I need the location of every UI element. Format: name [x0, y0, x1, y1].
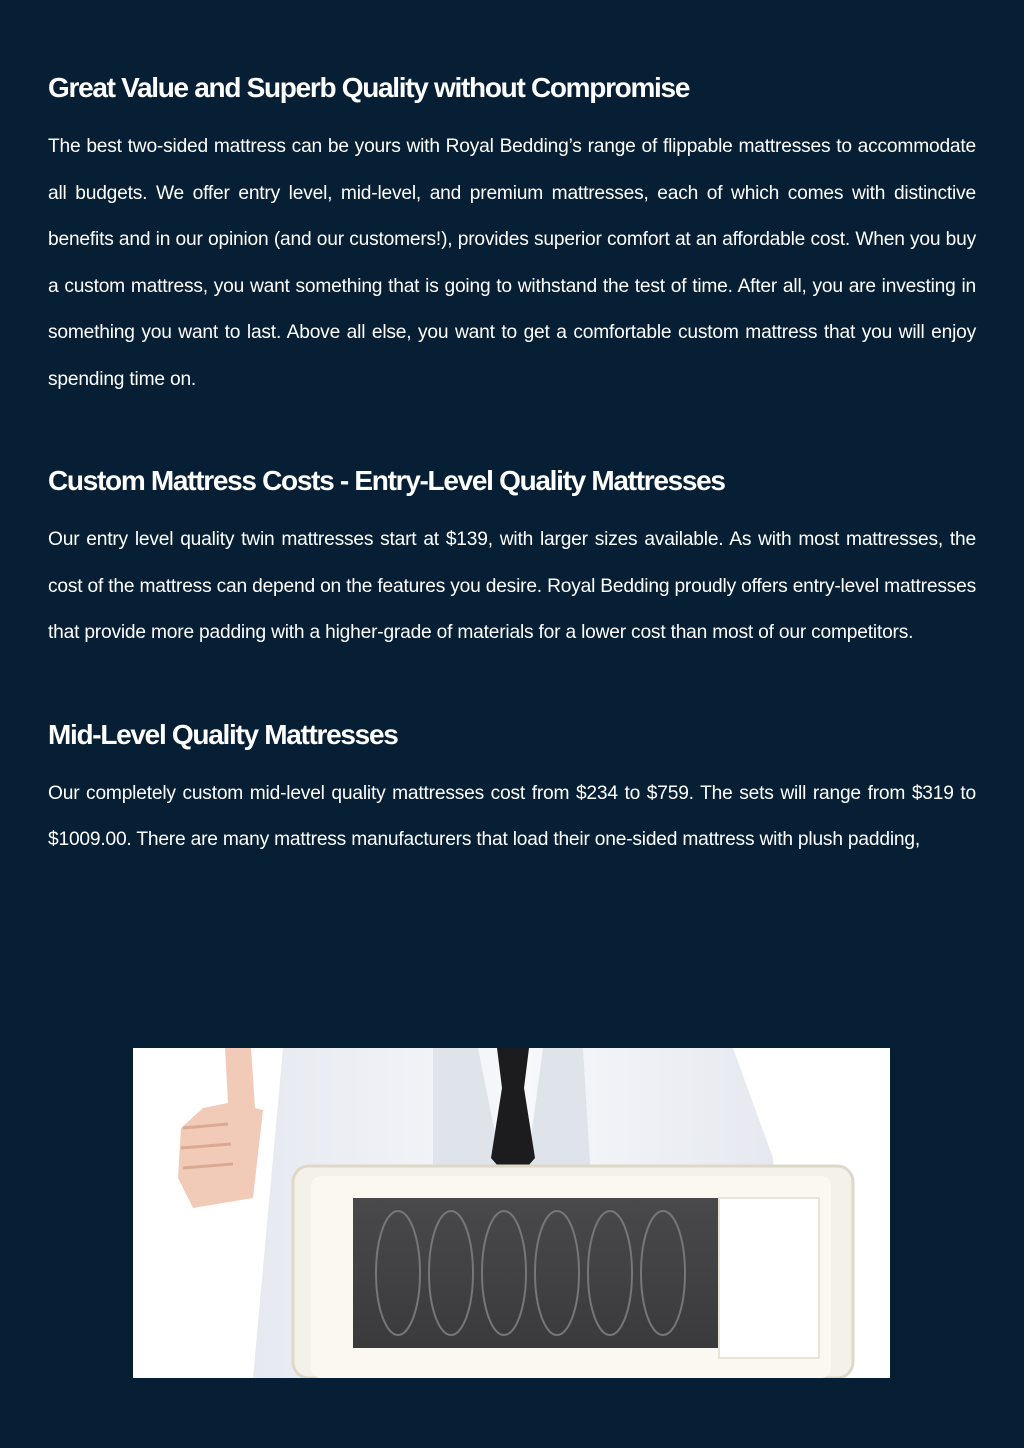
section-mid-level [48, 713, 976, 864]
section-entry-level [48, 459, 976, 657]
section-body: Our completely custom mid-level quality mattresses cost from $234 to $759. The sets will range from $319 to $1009.00. There are many mattress manufacturers that load their one-sided mattress with plush padding, [48, 782, 976, 850]
section-heading: Custom Mattress Costs - Entry-Level Quality Mattresses [48, 465, 725, 496]
section-body: The best two-sided mattress can be yours with Royal Bedding’s range of flippable mattresses to accommodate all budgets. We offer entry level, mid-level, and premium mattresses, each of which comes with distinctive benefits and in our opinion (and our customers!), provides superior comfort at an affordable cost. When you buy a custom mattress, you want something that is going to withstand the test of time. After all, you are investing in something you want to last. Above all else, you want to get a comfortable custom mattress that you will enjoy spending time on. [48, 136, 976, 390]
mattress-photo [133, 1048, 890, 1378]
mattress-illustration [133, 1048, 890, 1378]
section-heading: Great Value and Superb Quality without Compromise [48, 72, 690, 103]
section-great-value [48, 66, 976, 403]
section-heading: Mid-Level Quality Mattresses [48, 718, 398, 750]
section-body: Our entry level quality twin mattresses start at $139, with larger sizes available. As with most mattresses, the cost of the mattress can depend on the features you desire. Royal Bedding proudly offers entry-level mattresses that provide more padding with a higher-grade of materials for a lower cost than most of our competitors. [48, 529, 976, 643]
document-content [48, 66, 976, 920]
